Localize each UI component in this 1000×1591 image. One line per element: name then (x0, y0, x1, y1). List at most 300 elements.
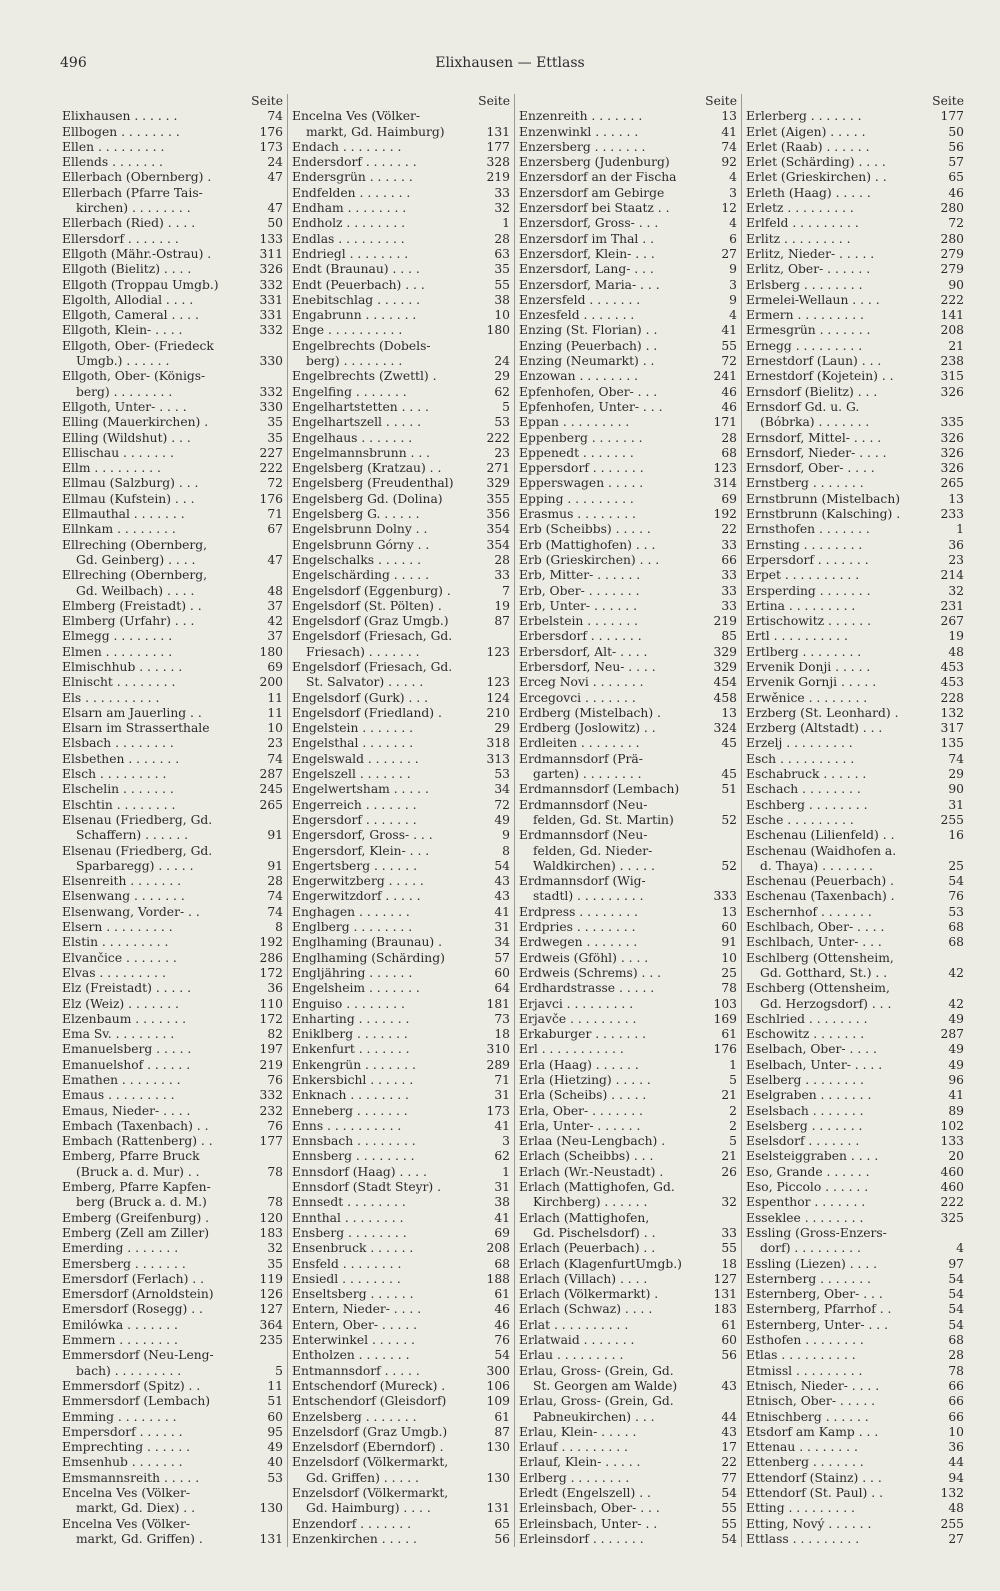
entry-page: 49 (494, 812, 510, 827)
entry-name: stadtl) . . . . . . . . . (533, 889, 644, 904)
index-entry (519, 1042, 737, 1057)
entry-page: 23 (948, 552, 964, 567)
index-entry (292, 1302, 510, 1317)
entry-name: Enknach . . . . . . . . (292, 1088, 409, 1103)
index-entry (746, 599, 964, 614)
entry-name: Erlauf . . . . . . . . . (519, 1440, 628, 1455)
entry-name: Elsbach . . . . . . . . (62, 736, 174, 751)
index-entry (746, 1425, 964, 1440)
entry-page: 74 (948, 751, 964, 766)
entry-name: Ennthal . . . . . . . . (292, 1210, 404, 1225)
entry-name: Eschberg . . . . . . . . (746, 797, 868, 812)
entry-page: 17 (721, 1440, 737, 1455)
entry-page: 172 (259, 1011, 283, 1026)
index-entry (292, 675, 510, 690)
entry-page: 35 (267, 1256, 283, 1271)
entry-page: 47 (267, 170, 283, 185)
entry-page: 31 (494, 920, 510, 935)
index-entry (746, 1211, 964, 1226)
entry-page: 318 (486, 736, 510, 751)
index-entry (519, 706, 737, 721)
entry-page: 42 (948, 996, 964, 1011)
entry-name: Entschendorf (Mureck) . (292, 1378, 446, 1393)
entry-name: Erb, Mitter- . . . . . . (519, 568, 641, 583)
entry-name: Ersperding . . . . . . . (746, 583, 871, 598)
index-entry (292, 1318, 510, 1333)
index-entry (519, 1211, 737, 1226)
entry-page: 335 (940, 415, 964, 430)
index-entry (62, 1410, 283, 1425)
entry-name: Eppenberg . . . . . . . (519, 430, 643, 445)
index-entry (746, 308, 964, 323)
index-entry (519, 278, 737, 293)
entry-name: Sparbaregg) . . . . . (76, 858, 194, 873)
entry-page: 51 (267, 1394, 283, 1409)
entry-name: Gd. Griffen) . . . . . (306, 1470, 419, 1485)
entry-name: Elling (Mauerkirchen) . (62, 415, 209, 430)
entry-name: Erdmannsdorf (Neu- (519, 828, 648, 843)
entry-name: Elsbethen . . . . . . . (62, 751, 180, 766)
entry-page: 287 (940, 1027, 964, 1042)
entry-page: 28 (494, 552, 510, 567)
entry-name: Epperswagen . . . . . (519, 476, 644, 491)
entry-page: 315 (940, 369, 964, 384)
entry-name: Elgolth, Allodial . . . . (62, 292, 194, 307)
entry-name: Erbelstein . . . . . . . (519, 614, 639, 629)
entry-page: 35 (267, 415, 283, 430)
index-entry (746, 385, 964, 400)
index-entry (519, 339, 737, 354)
entry-page: 313 (486, 751, 510, 766)
entry-name: Eselberg . . . . . . . . (746, 1073, 864, 1087)
index-entry (62, 1027, 283, 1042)
entry-name: Waldkirchen) . . . . . (533, 858, 655, 873)
index-entry (746, 492, 964, 507)
index-entry (292, 1348, 510, 1363)
entry-name: berg) . . . . . . . . (76, 384, 173, 399)
entry-name: Elsenreith . . . . . . . (62, 874, 182, 889)
entry-page: 57 (948, 155, 964, 170)
index-entry (292, 431, 510, 446)
entry-page: 280 (940, 201, 964, 216)
entry-name: Erdberg (Joslowitz) . . (519, 721, 656, 736)
entry-name: Esternberg, Pfarrhof . . (746, 1302, 892, 1317)
entry-page: 267 (940, 614, 964, 629)
index-entry (519, 216, 737, 231)
index-entry (292, 568, 510, 583)
entry-name: Erlerberg . . . . . . . (746, 109, 862, 124)
entry-page: 41 (494, 1118, 510, 1133)
entry-page: 10 (267, 721, 283, 736)
index-entry (62, 1042, 283, 1057)
entry-page: 69 (721, 491, 737, 506)
entry-name: Etting . . . . . . . . . (746, 1501, 855, 1516)
index-entry (292, 1104, 510, 1119)
index-entry (746, 874, 964, 889)
index-entry (519, 1180, 737, 1195)
entry-page: 10 (721, 950, 737, 965)
entry-name: Engelsdorf (Friedland) . (292, 705, 442, 720)
index-entry (519, 660, 737, 675)
entry-page: 41 (721, 323, 737, 338)
entry-name: Encelna Ves (Völker- (62, 1516, 191, 1531)
index-entry (62, 798, 283, 813)
index-entry (62, 1348, 283, 1363)
entry-page: 29 (494, 721, 510, 736)
entry-name: Erpet . . . . . . . . . . (746, 568, 860, 583)
index-entry (746, 201, 964, 216)
entry-name: Elnischt . . . . . . . . (62, 675, 176, 690)
entry-page: 21 (721, 1088, 737, 1103)
entry-page: 169 (713, 1011, 737, 1026)
index-entry (519, 232, 737, 247)
entry-name: Eppenedt . . . . . . . (519, 445, 634, 460)
entry-page: 180 (486, 323, 510, 338)
entry-name: Erdpries . . . . . . . . (519, 920, 636, 935)
index-entry (292, 1364, 510, 1379)
index-entry (62, 813, 283, 828)
entry-name: Erbersdorf, Alt- . . . . (519, 644, 648, 659)
entry-name: Elsern . . . . . . . . . (62, 920, 173, 935)
entry-name: Erb (Scheibbs) . . . . . (519, 522, 651, 537)
entry-page: 197 (259, 1042, 283, 1057)
entry-name: Erb (Grieskirchen) . . . (519, 552, 660, 567)
entry-name: Enkersbichl . . . . . . (292, 1073, 414, 1087)
entry-name: Eniklberg . . . . . . . (292, 1027, 408, 1042)
entry-name: Engerwitzberg . . . . . (292, 874, 424, 889)
index-entry (519, 155, 737, 170)
entry-name: Erbersdorf . . . . . . . (519, 629, 642, 644)
index-entry (292, 461, 510, 476)
index-entry (519, 721, 737, 736)
entry-name: Emilówka . . . . . . . (62, 1317, 178, 1332)
entry-name: Emprechting . . . . . . (62, 1440, 191, 1455)
entry-name: Enebitschlag . . . . . . (292, 292, 421, 307)
index-entry (62, 1440, 283, 1455)
entry-page: 356 (486, 507, 510, 522)
index-entry (292, 752, 510, 767)
entry-name: Eselgraben . . . . . . . (746, 1088, 872, 1103)
entry-name: Eselbach, Ober- . . . . (746, 1042, 877, 1057)
entry-page: 74 (267, 889, 283, 904)
entry-name: Ervenik Donji . . . . . (746, 659, 871, 674)
entry-page: 60 (721, 920, 737, 935)
entry-name: Endach . . . . . . . . (292, 139, 402, 154)
index-entry (62, 1517, 283, 1532)
entry-name: Ertl . . . . . . . . . . (746, 629, 848, 644)
entry-name: Emaus . . . . . . . . . (62, 1088, 175, 1103)
entry-page: 23 (494, 445, 510, 460)
index-entry (746, 1364, 964, 1379)
index-entry (746, 293, 964, 308)
entry-page: 19 (948, 629, 964, 644)
index-entry (292, 385, 510, 400)
entry-page: 61 (494, 1409, 510, 1424)
entry-name: Etnisch, Ober- . . . . . (746, 1394, 876, 1409)
entry-name: Enzersberg . . . . . . . (519, 139, 646, 154)
index-entry (519, 1119, 737, 1134)
entry-page: 255 (940, 812, 964, 827)
index-entry (519, 874, 737, 889)
running-head: Elixhausen — Ettlass (435, 55, 585, 71)
entry-name: Ellgoth (Troppau Umgb.) (62, 277, 219, 292)
entry-page: 64 (494, 981, 510, 996)
entry-name: Enzersdorf an der Fischa (519, 170, 677, 185)
entry-name: Englhaming (Braunau) . (292, 935, 442, 950)
index-entry (62, 951, 283, 966)
entry-page: 326 (940, 384, 964, 399)
entry-name: Ertina . . . . . . . . . (746, 598, 856, 613)
entry-page: 13 (721, 904, 737, 919)
index-columns (60, 94, 968, 1547)
entry-page: 219 (713, 614, 737, 629)
entry-name: Enzing (St. Florian) . . (519, 323, 658, 338)
entry-page: 71 (494, 1073, 510, 1087)
entry-page: 119 (259, 1271, 283, 1286)
entry-name: Emsenhub . . . . . . . (62, 1455, 183, 1470)
entry-name: Engelmannsbrunn . . . (292, 445, 431, 460)
entry-page: 36 (948, 537, 964, 552)
index-entry (292, 109, 510, 124)
entry-name: Ellm . . . . . . . . . (62, 461, 161, 476)
entry-page: 31 (948, 797, 964, 812)
index-entry (62, 981, 283, 996)
index-entry (62, 1211, 283, 1226)
entry-page: 78 (267, 1195, 283, 1210)
index-entry (519, 553, 737, 568)
entry-name: Engelschalks . . . . . . (292, 552, 422, 567)
entry-name: Erla, Unter- . . . . . . (519, 1118, 641, 1133)
entry-name: Emberg (Zell am Ziller) (62, 1225, 210, 1240)
entry-name: Epping . . . . . . . . . (519, 491, 634, 506)
entry-name: Erwěnice . . . . . . . . (746, 690, 868, 705)
entry-page: 29 (948, 767, 964, 782)
entry-name: Eso, Piccolo . . . . . . (746, 1180, 869, 1195)
index-entry (62, 1088, 283, 1103)
entry-name: Engelhaus . . . . . . . (292, 430, 413, 445)
entry-page: 49 (948, 1011, 964, 1026)
entry-name: d. Thaya) . . . . . . . (760, 858, 873, 873)
entry-page: 96 (948, 1073, 964, 1087)
column-header: Seite (251, 94, 283, 108)
entry-page: 45 (721, 736, 737, 751)
entry-name: Elsenau (Friedberg, Gd. (62, 812, 213, 827)
entry-page: 48 (267, 583, 283, 598)
index-entry (519, 125, 737, 140)
index-entry (746, 278, 964, 293)
entry-name: Elvančice . . . . . . . (62, 950, 177, 965)
entry-page: 68 (948, 1333, 964, 1348)
entry-page: 74 (721, 139, 737, 154)
index-entry (62, 1471, 283, 1486)
index-entry (62, 385, 283, 400)
index-entry (746, 1088, 964, 1103)
entry-page: 13 (948, 491, 964, 506)
entry-name: Ervenik Gornji . . . . . (746, 675, 877, 690)
index-entry (292, 1134, 510, 1149)
index-entry (519, 170, 737, 185)
entry-name: Emanuelsberg . . . . . (62, 1042, 192, 1057)
index-entry (62, 629, 283, 644)
entry-page: 35 (267, 430, 283, 445)
entry-page: 8 (502, 843, 510, 858)
entry-name: Enzersdorf am Gebirge (519, 185, 665, 200)
index-column (287, 94, 514, 1547)
index-entry (519, 675, 737, 690)
index-entry (519, 354, 737, 369)
index-entry (62, 1272, 283, 1287)
entry-name: Eschenau (Lilienfeld) . . (746, 828, 895, 843)
entry-page: 3 (502, 1134, 510, 1149)
index-entry (62, 1119, 283, 1134)
entry-page: 72 (267, 476, 283, 491)
entry-page: 222 (940, 292, 964, 307)
entry-name: Essling (Liezen) . . . . (746, 1256, 878, 1271)
index-entry (62, 844, 283, 859)
entry-name: Endriegl . . . . . . . . (292, 246, 409, 261)
entry-name: Ellends . . . . . . . (62, 155, 163, 170)
entry-page: 24 (494, 354, 510, 369)
entry-name: Ellischau . . . . . . . (62, 445, 174, 460)
entry-name: Esthofen . . . . . . . . (746, 1333, 864, 1348)
entry-name: Ernsthofen . . . . . . . (746, 522, 870, 537)
entry-name: Engelfing . . . . . . . (292, 384, 407, 399)
entry-name: Encelna Ves (Völker- (62, 1486, 191, 1501)
entry-name: Etmissl . . . . . . . . . (746, 1363, 863, 1378)
index-entry (519, 293, 737, 308)
entry-page: 92 (721, 155, 737, 170)
entry-page: 2 (729, 1118, 737, 1133)
index-entry (519, 752, 737, 767)
column-header: Seite (478, 94, 510, 108)
index-entry (746, 935, 964, 950)
entry-name: Engelsheim . . . . . . . (292, 981, 420, 996)
index-entry (62, 1180, 283, 1195)
entry-name: Esseklee . . . . . . . . (746, 1210, 864, 1225)
entry-name: Endt (Braunau) . . . . (292, 262, 420, 277)
index-entry (62, 446, 283, 461)
entry-name: Engelsberg G. . . . . . (292, 507, 420, 522)
index-entry (292, 507, 510, 522)
entry-page: 33 (494, 568, 510, 583)
entry-page: 228 (940, 690, 964, 705)
entry-page: 9 (729, 262, 737, 277)
entry-page: 32 (267, 1241, 283, 1256)
entry-name: Ernstbrunn (Kalsching) . (746, 507, 901, 522)
entry-name: Eppan . . . . . . . . . (519, 415, 630, 430)
entry-name: Erlach (Wr.-Neustadt) . (519, 1164, 664, 1179)
entry-name: Engabrunn . . . . . . . (292, 308, 417, 323)
entry-page: 3 (729, 185, 737, 200)
entry-name: Erleth (Haag) . . . . . (746, 185, 871, 200)
entry-page: 69 (494, 1225, 510, 1240)
entry-page: 28 (721, 430, 737, 445)
entry-page: 54 (721, 1486, 737, 1501)
entry-name: Erlfeld . . . . . . . . . (746, 216, 859, 231)
index-entry (519, 1195, 737, 1210)
entry-page: 11 (267, 705, 283, 720)
index-entry (519, 140, 737, 155)
index-entry (746, 752, 964, 767)
index-entry (292, 247, 510, 262)
entry-page: 126 (259, 1287, 283, 1302)
entry-name: Eschberg (Ottensheim, (746, 981, 890, 996)
entry-page: 68 (948, 920, 964, 935)
entry-page: 25 (721, 965, 737, 980)
entry-name: Els . . . . . . . . . . (62, 690, 160, 705)
entry-name: Gd. Weilbach) . . . . (76, 583, 195, 598)
entry-name: Ellgoth, Ober- (Königs- (62, 369, 206, 384)
entry-page: 42 (948, 965, 964, 980)
entry-page: 9 (729, 292, 737, 307)
entry-page: 28 (267, 874, 283, 889)
entry-name: Erdhardstrasse . . . . . (519, 981, 655, 996)
entry-page: 52 (721, 812, 737, 827)
entry-name: Engersdorf . . . . . . . (292, 812, 417, 827)
entry-name: Ermesgrün . . . . . . . (746, 323, 871, 338)
entry-page: 1 (502, 1164, 510, 1179)
entry-name: Ettenau . . . . . . . . (746, 1440, 858, 1455)
entry-name: Eschlbach, Unter- . . . (746, 935, 882, 950)
entry-name: Enguiso . . . . . . . . (292, 996, 405, 1011)
index-entry (292, 1410, 510, 1425)
entry-page: 63 (494, 246, 510, 261)
entry-page: 123 (713, 461, 737, 476)
entry-page: 27 (721, 246, 737, 261)
entry-name: Enneberg . . . . . . . (292, 1103, 408, 1118)
index-entry (519, 1012, 737, 1027)
entry-name: Entschendorf (Gleisdorf) (292, 1394, 447, 1409)
entry-page: 265 (940, 476, 964, 491)
index-entry (746, 369, 964, 384)
entry-page: 49 (267, 1440, 283, 1455)
entry-name: Erbersdorf, Neu- . . . . (519, 659, 656, 674)
entry-name: Erdmannsdorf (Neu- (519, 797, 648, 812)
entry-page: 87 (494, 614, 510, 629)
entry-page: 41 (721, 124, 737, 139)
entry-name: Kirchberg) . . . . . . (533, 1195, 648, 1210)
entry-name: Ernsdorf, Nieder- . . . . (746, 445, 887, 460)
index-entry (746, 1517, 964, 1532)
index-entry (62, 369, 283, 384)
index-entry (519, 1486, 737, 1501)
entry-name: markt, Gd. Diex) . . (76, 1501, 196, 1516)
index-entry (62, 675, 283, 690)
entry-page: 66 (948, 1378, 964, 1393)
entry-page: 36 (267, 981, 283, 996)
index-entry (746, 1180, 964, 1195)
index-entry (292, 1165, 510, 1180)
index-entry (519, 262, 737, 277)
entry-name: St. Salvator) . . . . . (306, 675, 424, 690)
entry-name: Ermelei-Wellaun . . . . (746, 292, 880, 307)
entry-name: kirchen) . . . . . . . . (76, 201, 191, 216)
entry-name: Engelbrechts (Dobels- (292, 338, 431, 353)
index-entry (746, 706, 964, 721)
index-entry (62, 767, 283, 782)
entry-name: St. Georgen am Walde) (533, 1378, 678, 1393)
index-entry (292, 997, 510, 1012)
entry-page: 279 (940, 262, 964, 277)
entry-name: Etlas . . . . . . . . . . (746, 1348, 856, 1363)
index-entry (746, 354, 964, 369)
entry-page: 176 (259, 124, 283, 139)
entry-page: 364 (259, 1317, 283, 1332)
index-entry (519, 568, 737, 583)
entry-name: Elsenwang . . . . . . . (62, 889, 185, 904)
entry-page: 18 (494, 1027, 510, 1042)
entry-page: 33 (721, 598, 737, 613)
